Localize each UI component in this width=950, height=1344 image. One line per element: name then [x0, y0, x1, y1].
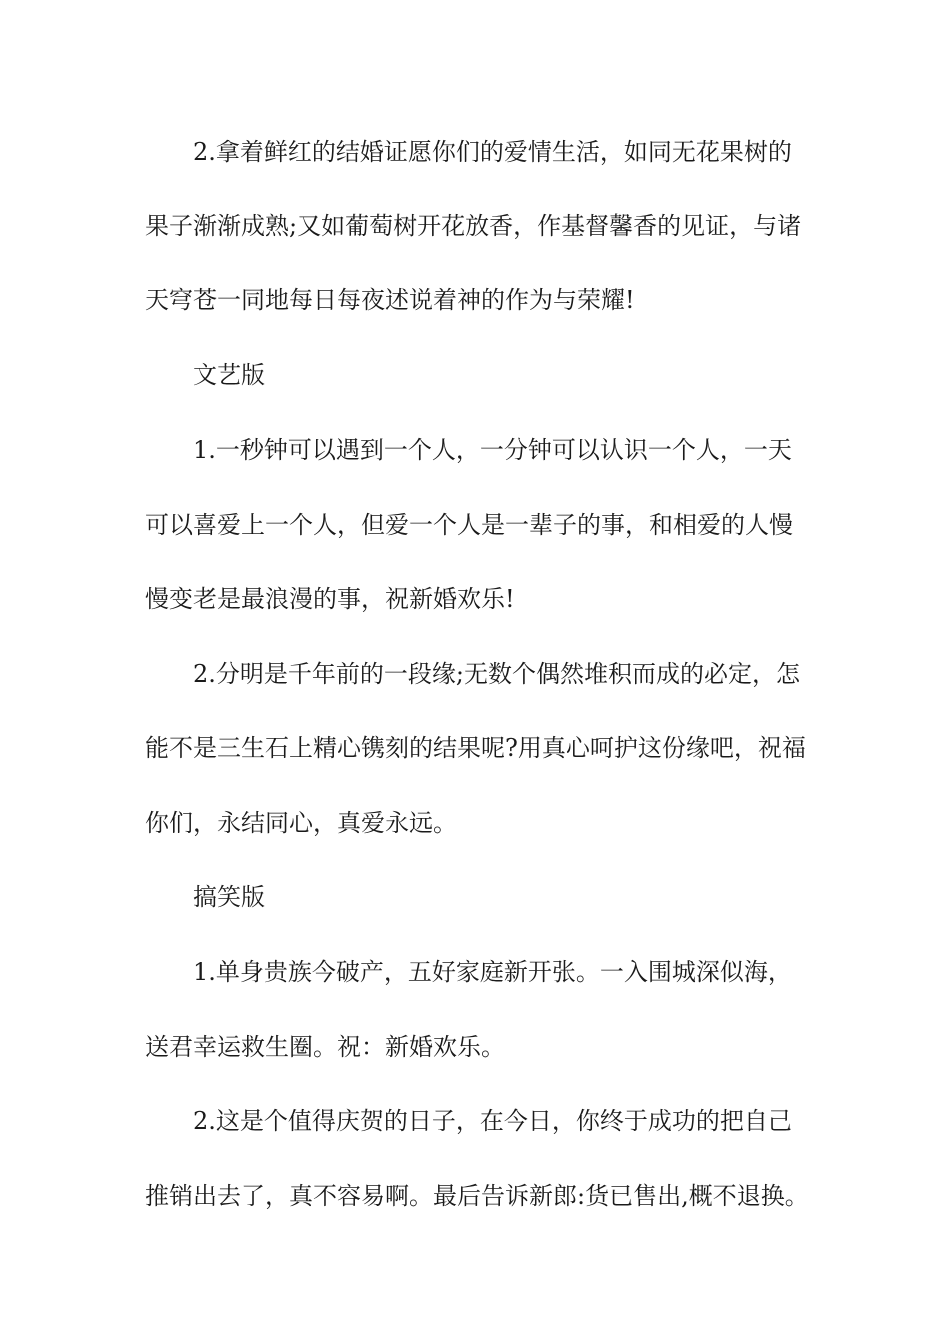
paragraph-line: 1.一秒钟可以遇到一个人，一分钟可以认识一个人，一天 [193, 436, 792, 464]
section-heading: 文艺版 [193, 361, 265, 389]
section-heading: 搞笑版 [193, 883, 265, 911]
paragraph-line: 推销出去了，真不容易啊。最后告诉新郎:货已售出,概不退换。 [145, 1182, 809, 1210]
paragraph-line: 送君幸运救生圈。祝：新婚欢乐。 [145, 1033, 505, 1061]
paragraph-line: 2.这是个值得庆贺的日子，在今日，你终于成功的把自己 [193, 1107, 792, 1135]
paragraph-line: 慢变老是最浪漫的事，祝新婚欢乐! [145, 585, 515, 613]
paragraph-line: 2.拿着鲜红的结婚证愿你们的爱情生活，如同无花果树的 [193, 138, 792, 166]
paragraph-line: 你们，永结同心，真爱永远。 [145, 809, 457, 837]
paragraph-line: 果子渐渐成熟;又如葡萄树开花放香，作基督馨香的见证，与诸 [145, 212, 802, 240]
paragraph-line: 天穹苍一同地每日每夜述说着神的作为与荣耀! [145, 286, 635, 314]
paragraph-line: 2.分明是千年前的一段缘;无数个偶然堆积而成的必定，怎 [193, 660, 800, 688]
paragraph-line: 可以喜爱上一个人，但爱一个人是一辈子的事，和相爱的人慢 [145, 511, 793, 539]
paragraph-line: 能不是三生石上精心镌刻的结果呢?用真心呵护这份缘吧，祝福 [145, 734, 806, 762]
paragraph-line: 1.单身贵族今破产，五好家庭新开张。一入围城深似海， [193, 958, 792, 986]
